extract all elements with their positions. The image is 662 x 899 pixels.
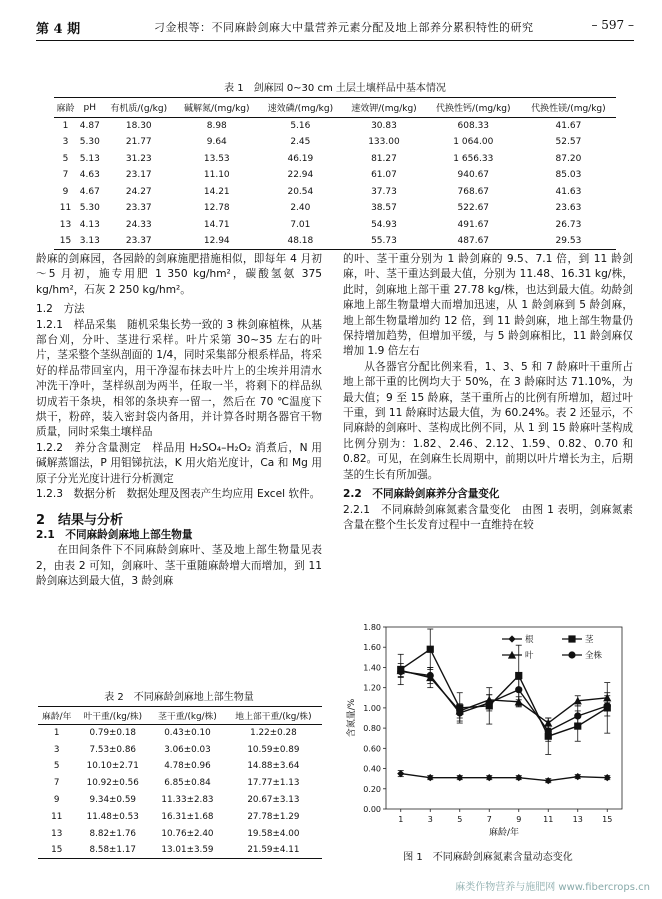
table1-header-cell: 速效磷/(mg/kg) bbox=[267, 104, 334, 114]
table1-cell: 487.67 bbox=[457, 236, 490, 246]
table1-cell: 768.67 bbox=[457, 186, 490, 197]
table1-cell: 11.10 bbox=[203, 170, 230, 181]
table1-header-cell: pH bbox=[83, 102, 97, 113]
data-point bbox=[545, 777, 552, 784]
x-tick-label: 9 bbox=[516, 815, 522, 824]
table1-cell: 1 064.00 bbox=[453, 137, 494, 148]
table2-cell: 3.06±0.03 bbox=[164, 744, 211, 755]
x-tick-label: 15 bbox=[602, 815, 613, 824]
table1-cell: 9 bbox=[62, 186, 69, 197]
table1-cell: 14.71 bbox=[203, 219, 230, 230]
running-header bbox=[36, 18, 634, 36]
table1-cell: 5.13 bbox=[79, 153, 100, 164]
data-point bbox=[397, 770, 404, 777]
data-point bbox=[574, 773, 581, 780]
table2-cell: 7 bbox=[53, 778, 60, 789]
table1-cell: 4.67 bbox=[79, 186, 100, 197]
table2-cell: 13.01±3.59 bbox=[161, 845, 214, 856]
y-tick-label: 1.80 bbox=[363, 623, 381, 632]
table1-cell: 133.00 bbox=[368, 137, 400, 148]
x-tick-label: 5 bbox=[457, 815, 463, 824]
section-1-2-heading: 1.2 方法 bbox=[36, 303, 85, 316]
biomass-paragraph: 的叶、茎干重分别为 1 龄剑麻的 9.5、7.1 倍，到 11 龄剑麻，叶、茎干重达到最大值，分别为 11.48、16.31 kg/株，此时，剑麻地上部干重 27.78 kg/株，也达到最大值。幼龄剑麻地上部生物量增大而增加迅速，从 1 龄剑麻到 5 龄剑麻，地上部生物量增加约 12 倍，到 11 龄剑麻，地上部生物量仍保持增加趋势，但增加平缓，与 5 龄剑麻相比，11 龄剑麻仅增加 1.9 倍左右 bbox=[343, 253, 633, 358]
issue-number: 第 4 期 bbox=[36, 22, 81, 37]
x-tick-label: 3 bbox=[427, 815, 433, 824]
section-2-1-heading: 2.1 不同麻龄剑麻地上部生物量 bbox=[36, 528, 193, 541]
y-tick-label: 1.00 bbox=[363, 703, 381, 713]
table1-cell: 23.37 bbox=[125, 203, 152, 214]
table1-cell: 55.73 bbox=[371, 236, 397, 246]
table1-caption: 表 1 剑麻园 0~30 cm 土层土壤样品中基本情况 bbox=[224, 83, 446, 94]
data-point bbox=[515, 774, 522, 781]
table-row bbox=[38, 825, 322, 842]
table1-cell: 81.27 bbox=[371, 153, 397, 164]
data-point bbox=[427, 774, 434, 781]
table1-cell: 1 bbox=[62, 121, 69, 131]
table2-cell: 10.92±0.56 bbox=[86, 778, 139, 789]
data-point bbox=[456, 774, 463, 781]
legend-label: 全株 bbox=[585, 651, 603, 661]
x-tick-label: 11 bbox=[543, 815, 554, 824]
running-title: 刁金根等：不同麻龄剑麻大中量营养元素分配及地上部养分累积特性的研究 bbox=[154, 21, 534, 34]
table-row bbox=[54, 184, 616, 201]
table1-cell: 522.67 bbox=[457, 203, 490, 214]
table1-cell: 52.57 bbox=[555, 137, 582, 148]
table2-cell: 11.33±2.83 bbox=[161, 795, 214, 806]
table2-cell: 15 bbox=[51, 845, 63, 856]
table2-cell: 5 bbox=[53, 761, 60, 772]
table2-cell: 9.34±0.59 bbox=[89, 795, 137, 806]
table-row bbox=[54, 134, 616, 151]
y-tick-label: 0.80 bbox=[363, 724, 381, 734]
table1 bbox=[54, 97, 616, 250]
data-point bbox=[604, 702, 611, 709]
section-2-1-paragraph: 在田间条件下不同麻龄剑麻叶、茎及地上部生物量见表 2，由表 2 可知，剑麻叶、茎干重随麻龄增大而增加，到 11 龄剑麻达到最大值，3 龄剑麻 bbox=[36, 544, 322, 588]
table1-cell: 4.13 bbox=[79, 219, 100, 230]
x-tick-label: 7 bbox=[486, 815, 492, 824]
table2-cell: 16.31±1.68 bbox=[161, 811, 214, 822]
table2 bbox=[38, 706, 322, 859]
section-2-2-1-paragraph: 2.2.1 不同麻龄剑麻氮素含量变化 由图 1 表明，剑麻氮素含量在整个生长发育过程中一直维持在较 bbox=[343, 503, 633, 531]
table1-header-cell: 麻龄 bbox=[56, 104, 75, 114]
ratio-paragraph: 从各器官分配比例来看，1、3、5 和 7 龄麻叶干重所占地上部干重的比例均大于 50%，在 3 龄麻时达 71.10%，为最大值；9 至 15 龄麻，茎干重所占的比例有所增加，超过叶干重，到 11 龄麻时达最大值，为 60.24%。表 2 还显示，不同麻龄的剑麻叶、茎构成比例不同，从 1 到 15 龄麻叶茎构成比例分别为：1.82、2.46、2.12、1.59、0.82、0.70 和 0.82。可见，在剑麻生长周期中，前期以叶片增长为主，后期茎的生长有所加强。 bbox=[343, 360, 633, 481]
y-tick-label: 0.40 bbox=[363, 764, 381, 774]
table2-cell: 0.79±0.18 bbox=[89, 728, 137, 739]
table1-cell: 491.67 bbox=[457, 219, 490, 230]
table1-cell: 48.18 bbox=[287, 236, 314, 246]
table2-cell: 9 bbox=[53, 795, 60, 806]
y-tick-label: 1.20 bbox=[363, 683, 381, 693]
table1-cell: 21.77 bbox=[125, 137, 152, 148]
table1-cell: 37.73 bbox=[371, 186, 397, 197]
table1-cell: 7 bbox=[62, 170, 69, 181]
table1-cell: 31.23 bbox=[125, 153, 152, 164]
data-point bbox=[515, 672, 522, 679]
table1-cell: 3 bbox=[62, 137, 69, 148]
table1-cell: 9.64 bbox=[206, 137, 227, 148]
table1-cell: 41.67 bbox=[555, 121, 582, 131]
table1-header-cell: 有机质/(g/kg) bbox=[110, 104, 168, 114]
x-tick-label: 13 bbox=[572, 815, 583, 824]
table1-cell: 29.53 bbox=[555, 236, 582, 246]
table1-cell: 26.73 bbox=[555, 219, 582, 230]
table1-cell: 12.94 bbox=[203, 236, 230, 246]
legend-marker bbox=[568, 635, 575, 642]
data-point bbox=[427, 646, 434, 653]
table1-cell: 23.17 bbox=[125, 170, 152, 181]
table2-header-cell: 地上部干重/(kg/株) bbox=[235, 712, 312, 722]
y-tick-label: 1.60 bbox=[363, 643, 381, 653]
y-tick-label: 0.20 bbox=[363, 784, 381, 794]
data-point bbox=[456, 709, 463, 716]
x-axis-label: 麻龄/年 bbox=[488, 828, 520, 838]
table-row bbox=[54, 151, 616, 168]
x-tick-label: 1 bbox=[398, 815, 404, 824]
table1-cell: 15 bbox=[59, 236, 72, 246]
table1-cell: 8.98 bbox=[206, 121, 227, 131]
table1-cell: 1 656.33 bbox=[453, 153, 494, 164]
table2-cell: 13 bbox=[51, 828, 63, 839]
table2-header-cell: 麻龄/年 bbox=[42, 712, 72, 722]
table1-cell: 24.33 bbox=[125, 219, 152, 230]
page-number: – 597 – bbox=[591, 18, 634, 32]
table-row bbox=[54, 118, 616, 135]
table2-cell: 7.53±0.86 bbox=[89, 744, 137, 755]
table2-cell: 4.78±0.96 bbox=[164, 761, 211, 772]
table1-cell: 2.40 bbox=[290, 203, 311, 214]
legend-marker bbox=[568, 651, 575, 658]
table1-cell: 12.78 bbox=[203, 203, 230, 214]
table2-cell: 1 bbox=[53, 728, 60, 739]
legend-marker bbox=[508, 635, 515, 642]
table1-cell: 2.45 bbox=[290, 137, 311, 148]
table-row bbox=[38, 792, 322, 809]
table1-cell: 41.63 bbox=[555, 186, 582, 197]
table-row bbox=[38, 808, 322, 825]
y-tick-label: 1.40 bbox=[363, 663, 381, 673]
table2-cell: 11.48±0.53 bbox=[86, 811, 139, 822]
table2-cell: 0.43±0.10 bbox=[164, 728, 211, 739]
table1-cell: 5.16 bbox=[290, 121, 311, 131]
table2-header-cell: 叶干重/(kg/株) bbox=[83, 712, 143, 722]
table1-cell: 13 bbox=[59, 219, 72, 230]
table1-cell: 940.67 bbox=[457, 170, 490, 181]
data-point bbox=[545, 728, 552, 735]
figure1-caption: 图 1 不同麻龄剑麻氮素含量动态变化 bbox=[403, 852, 573, 863]
table-row bbox=[54, 167, 616, 184]
table1-cell: 61.07 bbox=[371, 170, 397, 181]
data-point bbox=[486, 774, 493, 781]
data-point bbox=[604, 774, 611, 781]
table-row bbox=[38, 758, 322, 775]
table2-header-cell: 茎干重/(kg/株) bbox=[158, 712, 217, 722]
table-row bbox=[38, 725, 322, 742]
table1-header-cell: 代换性钙/(mg/kg) bbox=[436, 104, 511, 114]
table1-cell: 3.13 bbox=[79, 236, 100, 246]
section-1-2-2-paragraph: 1.2.2 养分含量测定 样品用 H₂SO₄–H₂O₂ 消煮后，N 用碱解蒸馏法，P 用钼锑抗法，K 用火焰光度计，Ca 和 Mg 用原子分光光度计进行分析测定 bbox=[36, 441, 322, 485]
table1-header-cell: 代换性镁/(mg/kg) bbox=[531, 104, 606, 114]
section-1-2-1-paragraph: 1.2.1 样品采集 随机采集长势一致的 3 株剑麻植株，从基部台刈，分叶、茎进行采样。叶片采第 30~35 左右的叶片，茎采整个茎纵剖面的 1/4，同时采集部分根系样品，将采好的样品带回室内，用干净湿布抹去叶片上的尘埃并用清水冲洗干净叶，茎样纵剖为两半，任取一半，将剩下的样品纵切成若干条块，相邻的条块弃一留一，然后在 70 ℃温度下烘干，粉碎，装入密封袋内备用，并计算各时期各器官干物质量，同时采集土壤样品 bbox=[36, 318, 322, 439]
table2-caption: 表 2 不同麻龄剑麻地上部生物量 bbox=[104, 692, 254, 703]
table2-cell: 10.59±0.89 bbox=[247, 744, 300, 755]
section-2-2-heading: 2.2 不同麻龄剑麻养分含量变化 bbox=[343, 488, 500, 501]
figure1-chart bbox=[340, 615, 636, 845]
table2-cell: 3 bbox=[53, 744, 60, 755]
header-rule bbox=[36, 40, 634, 41]
table1-cell: 5.30 bbox=[79, 137, 100, 148]
right-column bbox=[343, 252, 633, 533]
table2-cell: 8.82±1.76 bbox=[89, 828, 137, 839]
table2-cell: 8.58±1.17 bbox=[89, 845, 137, 856]
y-axis-label: 含氮量/% bbox=[347, 698, 357, 738]
table1-cell: 11 bbox=[59, 203, 72, 214]
table1-cell: 4.87 bbox=[79, 121, 100, 131]
table2-cell: 20.67±3.13 bbox=[247, 795, 300, 806]
table2-cell: 10.76±2.40 bbox=[161, 828, 214, 839]
table1-cell: 54.93 bbox=[371, 219, 397, 230]
left-column bbox=[36, 252, 322, 590]
watermark: 麻类作物营养与施肥网 www.fibercrops.cn bbox=[455, 882, 650, 893]
legend-label: 茎 bbox=[585, 635, 594, 645]
table2-cell: 14.88±3.64 bbox=[247, 761, 300, 772]
table1-cell: 87.20 bbox=[555, 153, 582, 164]
table1-cell: 7.01 bbox=[290, 219, 311, 230]
table2-cell: 10.10±2.71 bbox=[86, 761, 139, 772]
legend-label: 根 bbox=[525, 635, 534, 645]
data-point bbox=[427, 672, 434, 679]
intro-paragraph: 龄麻的剑麻园，各园龄的剑麻施肥措施相似，即每年 4 月初～5 月初，施专用肥 1 350 kg/hm²，碳酸氢氨 375 kg/hm²，石灰 2 250 kg/hm²。 bbox=[36, 253, 322, 296]
data-point bbox=[486, 699, 493, 706]
data-point bbox=[574, 712, 581, 719]
table1-cell: 46.19 bbox=[287, 153, 314, 164]
table2-cell: 17.77±1.13 bbox=[247, 778, 300, 789]
table-row bbox=[38, 842, 322, 859]
table-row bbox=[54, 233, 616, 250]
y-tick-label: 0.60 bbox=[363, 744, 381, 754]
table1-cell: 13.53 bbox=[203, 153, 230, 164]
table1-cell: 608.33 bbox=[457, 121, 490, 131]
section-2-heading: 2 结果与分析 bbox=[36, 512, 124, 528]
table1-cell: 4.63 bbox=[79, 170, 100, 181]
table2-cell: 11 bbox=[51, 811, 63, 822]
table1-cell: 38.57 bbox=[371, 203, 397, 214]
table2-cell: 21.59±4.11 bbox=[247, 845, 300, 856]
table1-cell: 20.54 bbox=[287, 186, 314, 197]
table1-cell: 23.37 bbox=[125, 236, 152, 246]
table2-cell: 27.78±1.29 bbox=[247, 811, 300, 822]
table2-cell: 6.85±0.84 bbox=[164, 778, 211, 789]
table1-cell: 18.30 bbox=[125, 121, 152, 131]
table1-cell: 23.63 bbox=[555, 203, 582, 214]
table-row bbox=[38, 775, 322, 792]
data-point bbox=[397, 668, 404, 675]
table2-cell: 19.58±4.00 bbox=[247, 828, 300, 839]
table1-cell: 24.27 bbox=[125, 186, 152, 197]
table1-cell: 22.94 bbox=[287, 170, 314, 181]
data-point bbox=[515, 686, 522, 693]
table1-header-cell: 碱解氮/(mg/kg) bbox=[184, 104, 250, 114]
legend-label: 叶 bbox=[525, 651, 534, 661]
section-1-2-3-paragraph: 1.2.3 数据分析 数据处理及图表产生均应用 Excel 软件。 bbox=[36, 488, 321, 501]
table1-header-cell: 速效钾/(mg/kg) bbox=[351, 104, 417, 114]
table2-cell: 1.22±0.28 bbox=[250, 728, 297, 739]
table1-cell: 5 bbox=[62, 153, 69, 164]
table-row bbox=[38, 741, 322, 758]
table-row bbox=[54, 217, 616, 234]
table1-cell: 14.21 bbox=[203, 186, 230, 197]
table-row bbox=[54, 200, 616, 217]
table1-cell: 5.30 bbox=[79, 203, 100, 214]
y-tick-label: 0.00 bbox=[363, 805, 381, 814]
table1-cell: 85.03 bbox=[555, 170, 582, 181]
table1-cell: 30.83 bbox=[371, 121, 397, 131]
